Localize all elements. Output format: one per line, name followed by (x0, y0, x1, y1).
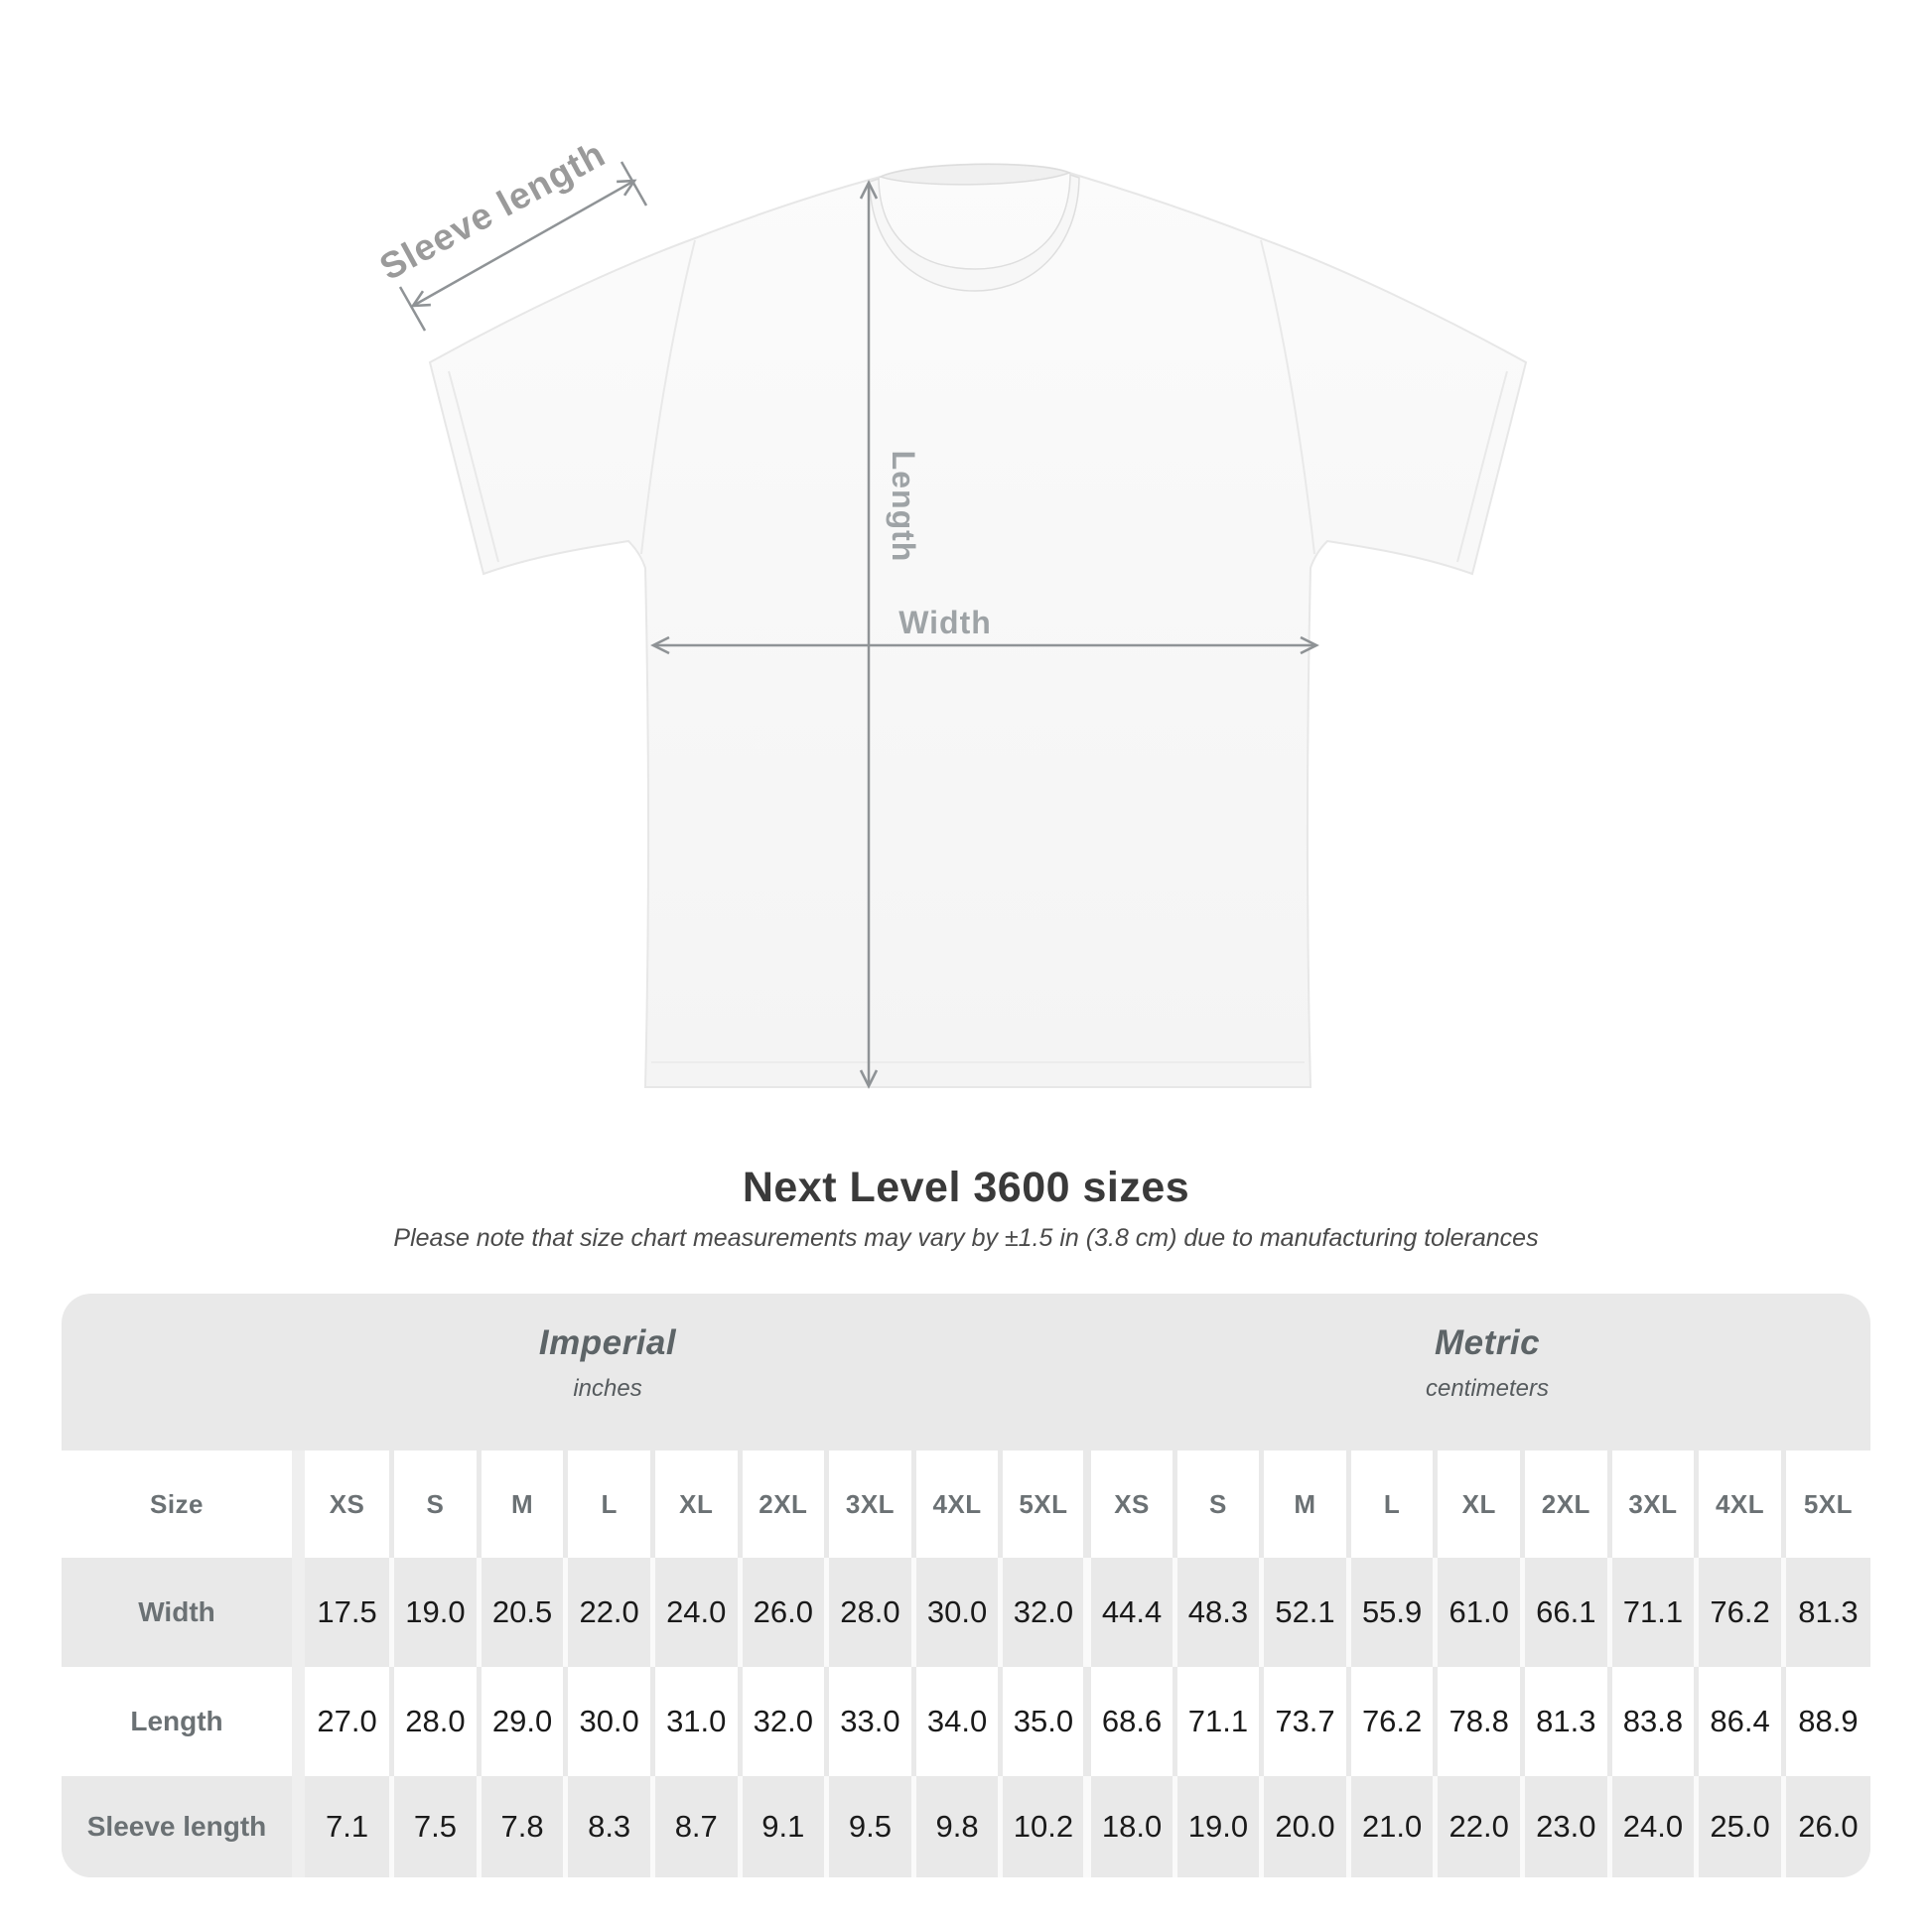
size-header-cell: S (1174, 1450, 1262, 1558)
data-cell: 78.8 (1436, 1667, 1523, 1776)
data-cell: 17.5 (305, 1558, 392, 1667)
data-cell: 32.0 (1001, 1558, 1088, 1667)
size-header-cell: 2XL (740, 1450, 827, 1558)
size-table (62, 1450, 1870, 1877)
data-cell: 83.8 (1609, 1667, 1697, 1776)
data-cell: 9.5 (827, 1776, 914, 1877)
sleeve-length-row (62, 1776, 1870, 1877)
data-cell: 19.0 (1174, 1776, 1262, 1877)
data-cell: 7.5 (392, 1776, 480, 1877)
size-header-cell: XL (1436, 1450, 1523, 1558)
size-header-cell: S (392, 1450, 480, 1558)
gutter-cell (292, 1450, 305, 1558)
size-header-cell: XS (305, 1450, 392, 1558)
data-cell: 22.0 (566, 1558, 653, 1667)
data-cell: 9.8 (913, 1776, 1001, 1877)
page-title: Next Level 3600 sizes (742, 1164, 1190, 1211)
gutter-cell (292, 1558, 305, 1667)
size-header-cell: L (1348, 1450, 1436, 1558)
data-cell: 76.2 (1697, 1558, 1784, 1667)
data-cell: 81.3 (1523, 1667, 1610, 1776)
metric-group-header (1100, 1323, 1870, 1403)
size-header-cell: 5XL (1783, 1450, 1870, 1558)
data-cell: 88.9 (1783, 1667, 1870, 1776)
data-cell: 20.0 (1262, 1776, 1349, 1877)
row-label-cell: Sleeve length (62, 1776, 292, 1877)
data-cell: 28.0 (827, 1558, 914, 1667)
data-cell: 61.0 (1436, 1558, 1523, 1667)
data-cell: 19.0 (392, 1558, 480, 1667)
size-header-cell: 5XL (1001, 1450, 1088, 1558)
size-header-cell: 3XL (827, 1450, 914, 1558)
gutter-cell (292, 1667, 305, 1776)
data-cell: 44.4 (1087, 1558, 1174, 1667)
data-cell: 21.0 (1348, 1776, 1436, 1877)
data-cell: 73.7 (1262, 1667, 1349, 1776)
size-table-panel (62, 1294, 1870, 1877)
data-cell: 7.1 (305, 1776, 392, 1877)
data-cell: 30.0 (913, 1558, 1001, 1667)
size-header-cell: XS (1087, 1450, 1174, 1558)
data-cell: 66.1 (1523, 1558, 1610, 1667)
data-cell: 28.0 (392, 1667, 480, 1776)
data-cell: 10.2 (1001, 1776, 1088, 1877)
size-header-cell: XL (652, 1450, 740, 1558)
data-cell: 25.0 (1697, 1776, 1784, 1877)
imperial-label: Imperial (538, 1323, 677, 1362)
size-header-cell: M (1262, 1450, 1349, 1558)
size-header-row (62, 1450, 1870, 1558)
gutter-cell (292, 1776, 305, 1877)
data-cell: 71.1 (1609, 1558, 1697, 1667)
size-header-cell: 2XL (1523, 1450, 1610, 1558)
size-header-label: Size (62, 1450, 292, 1558)
length-label: Length (886, 450, 921, 563)
size-header-cell: 4XL (913, 1450, 1001, 1558)
data-cell: 81.3 (1783, 1558, 1870, 1667)
data-cell: 86.4 (1697, 1667, 1784, 1776)
size-table-body (62, 1558, 1870, 1877)
size-table-head (62, 1450, 1870, 1558)
data-cell: 48.3 (1174, 1558, 1262, 1667)
size-header-cell: L (566, 1450, 653, 1558)
data-cell: 68.6 (1087, 1667, 1174, 1776)
data-cell: 8.3 (566, 1776, 653, 1877)
data-cell: 9.1 (740, 1776, 827, 1877)
row-label-cell: Width (62, 1558, 292, 1667)
data-cell: 33.0 (827, 1667, 914, 1776)
data-cell: 27.0 (305, 1667, 392, 1776)
data-cell: 8.7 (652, 1776, 740, 1877)
row-label-cell: Length (62, 1667, 292, 1776)
imperial-group-header (91, 1323, 1124, 1403)
data-cell: 71.1 (1174, 1667, 1262, 1776)
data-cell: 7.8 (479, 1776, 566, 1877)
sleeve-arrow-tick-right (621, 162, 646, 206)
sleeve-arrow-tick-left (400, 287, 425, 331)
size-header-cell: 4XL (1697, 1450, 1784, 1558)
data-cell: 32.0 (740, 1667, 827, 1776)
data-cell: 24.0 (1609, 1776, 1697, 1877)
data-cell: 24.0 (652, 1558, 740, 1667)
data-cell: 20.5 (479, 1558, 566, 1667)
data-cell: 30.0 (566, 1667, 653, 1776)
width-label: Width (898, 605, 992, 640)
size-header-cell: M (479, 1450, 566, 1558)
data-cell: 76.2 (1348, 1667, 1436, 1776)
data-cell: 18.0 (1087, 1776, 1174, 1877)
data-cell: 52.1 (1262, 1558, 1349, 1667)
length-row (62, 1667, 1870, 1776)
data-cell: 26.0 (1783, 1776, 1870, 1877)
imperial-unit-label: inches (573, 1375, 642, 1402)
data-cell: 31.0 (652, 1667, 740, 1776)
data-cell: 34.0 (913, 1667, 1001, 1776)
metric-unit-label: centimeters (1425, 1375, 1550, 1402)
data-cell: 35.0 (1001, 1667, 1088, 1776)
data-cell: 26.0 (740, 1558, 827, 1667)
data-cell: 22.0 (1436, 1776, 1523, 1877)
data-cell: 55.9 (1348, 1558, 1436, 1667)
size-header-cell: 3XL (1609, 1450, 1697, 1558)
data-cell: 29.0 (479, 1667, 566, 1776)
sleeve-length-label: Sleeve length (372, 132, 613, 289)
width-row (62, 1558, 1870, 1667)
tolerance-note: Please note that size chart measurements may vary by ±1.5 in (3.8 cm) due to manufacturing tolerances (393, 1224, 1539, 1252)
metric-label: Metric (1434, 1323, 1541, 1362)
data-cell: 23.0 (1523, 1776, 1610, 1877)
